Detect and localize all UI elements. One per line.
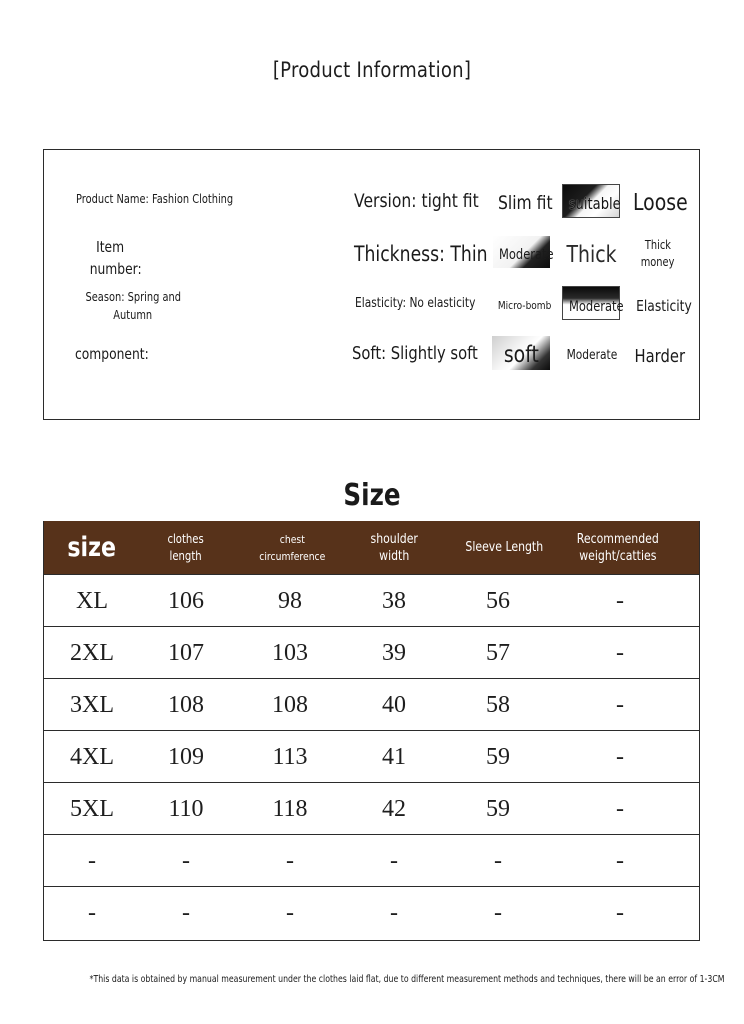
table-cell: 103 [272, 639, 308, 666]
table-cell: - [616, 691, 624, 718]
table-row [44, 782, 699, 834]
table-cell: 107 [168, 639, 204, 666]
measurement-footnote: *This data is obtained by manual measurement under the clothes laid flat, due to different measurement methods and techniques, there will be an error of 1-3CM [89, 974, 725, 985]
table-row [44, 834, 699, 886]
table-cell: - [286, 847, 294, 874]
table-cell: 118 [272, 795, 308, 822]
table-cell: 58 [486, 691, 510, 718]
table-cell: - [390, 847, 398, 874]
elasticity-option-moderate-selected: Moderate [562, 286, 620, 320]
table-cell: 113 [272, 743, 308, 770]
table-cell: 108 [168, 691, 204, 718]
table-cell: - [616, 899, 624, 926]
table-cell: - [88, 899, 96, 926]
table-row [44, 574, 699, 626]
thickness-option-thick-money: Thick money [641, 238, 675, 269]
table-row [44, 730, 699, 782]
table-cell: 57 [486, 639, 510, 666]
header-sleeve-length: Sleeve Length [465, 540, 543, 555]
soft-option-harder: Harder [634, 346, 686, 367]
version-option-suitable-selected: suitable [562, 184, 620, 218]
header-size: size [67, 532, 117, 563]
header-chest-circumference: chest circumference [258, 532, 326, 563]
soft-option-soft-selected: soft [492, 336, 550, 370]
table-cell: 98 [278, 587, 302, 614]
table-cell: - [494, 899, 502, 926]
size-table [43, 521, 700, 941]
table-cell: 40 [382, 691, 406, 718]
product-name-label: Product Name: Fashion Clothing [76, 192, 234, 206]
thickness-option-moderate-selected: Moderate [493, 236, 550, 268]
version-option-loose: Loose [633, 190, 688, 216]
size-table-header [44, 521, 699, 574]
table-cell: - [182, 899, 190, 926]
soft-label: Soft: Slightly soft [352, 343, 478, 364]
table-cell: - [616, 847, 624, 874]
table-cell: - [390, 899, 398, 926]
header-clothes-length: clothes length [167, 531, 205, 563]
thickness-option-thick: Thick [565, 242, 616, 268]
table-cell: 4XL [70, 743, 114, 770]
table-row [44, 886, 699, 938]
elasticity-label: Elasticity: No elasticity [355, 296, 476, 311]
table-cell: 59 [486, 743, 510, 770]
table-cell: 42 [382, 795, 406, 822]
table-cell: - [182, 847, 190, 874]
table-cell: 108 [272, 691, 308, 718]
table-cell: 39 [382, 639, 406, 666]
table-cell: 56 [486, 587, 510, 614]
elasticity-option-micro-bomb: Micro-bomb [497, 299, 552, 312]
version-label: Version: tight fit [354, 190, 479, 212]
soft-option-moderate: Moderate [566, 348, 618, 363]
version-option-slim-fit: Slim fit [497, 192, 553, 214]
table-row [44, 678, 699, 730]
table-cell: 3XL [70, 691, 114, 718]
table-cell: 41 [382, 743, 406, 770]
size-heading: Size [343, 478, 401, 513]
component-label: component: [75, 345, 149, 363]
table-cell: - [286, 899, 294, 926]
table-cell: 38 [382, 587, 406, 614]
table-cell: 59 [486, 795, 510, 822]
table-row [44, 626, 699, 678]
page-title: [Product Information] [272, 58, 472, 82]
table-cell: XL [76, 587, 108, 614]
table-cell: - [616, 743, 624, 770]
table-cell: 109 [168, 743, 204, 770]
table-cell: - [616, 587, 624, 614]
table-cell: - [616, 639, 624, 666]
header-shoulder-width: shoulder width [370, 531, 418, 564]
elasticity-option-elasticity: Elasticity [636, 297, 692, 315]
table-cell: 5XL [70, 795, 114, 822]
table-cell: - [616, 795, 624, 822]
table-cell: 106 [168, 587, 204, 614]
table-cell: 110 [168, 795, 204, 822]
product-info-box [43, 149, 700, 420]
thickness-label: Thickness: Thin [354, 242, 488, 266]
season-label: Season: Spring and Autumn [85, 290, 181, 322]
table-cell: 2XL [70, 639, 114, 666]
table-cell: - [88, 847, 96, 874]
item-number-label: Item number: [89, 238, 142, 278]
table-cell: - [494, 847, 502, 874]
header-recommended-weight: Recommended weight/catties [576, 531, 660, 564]
